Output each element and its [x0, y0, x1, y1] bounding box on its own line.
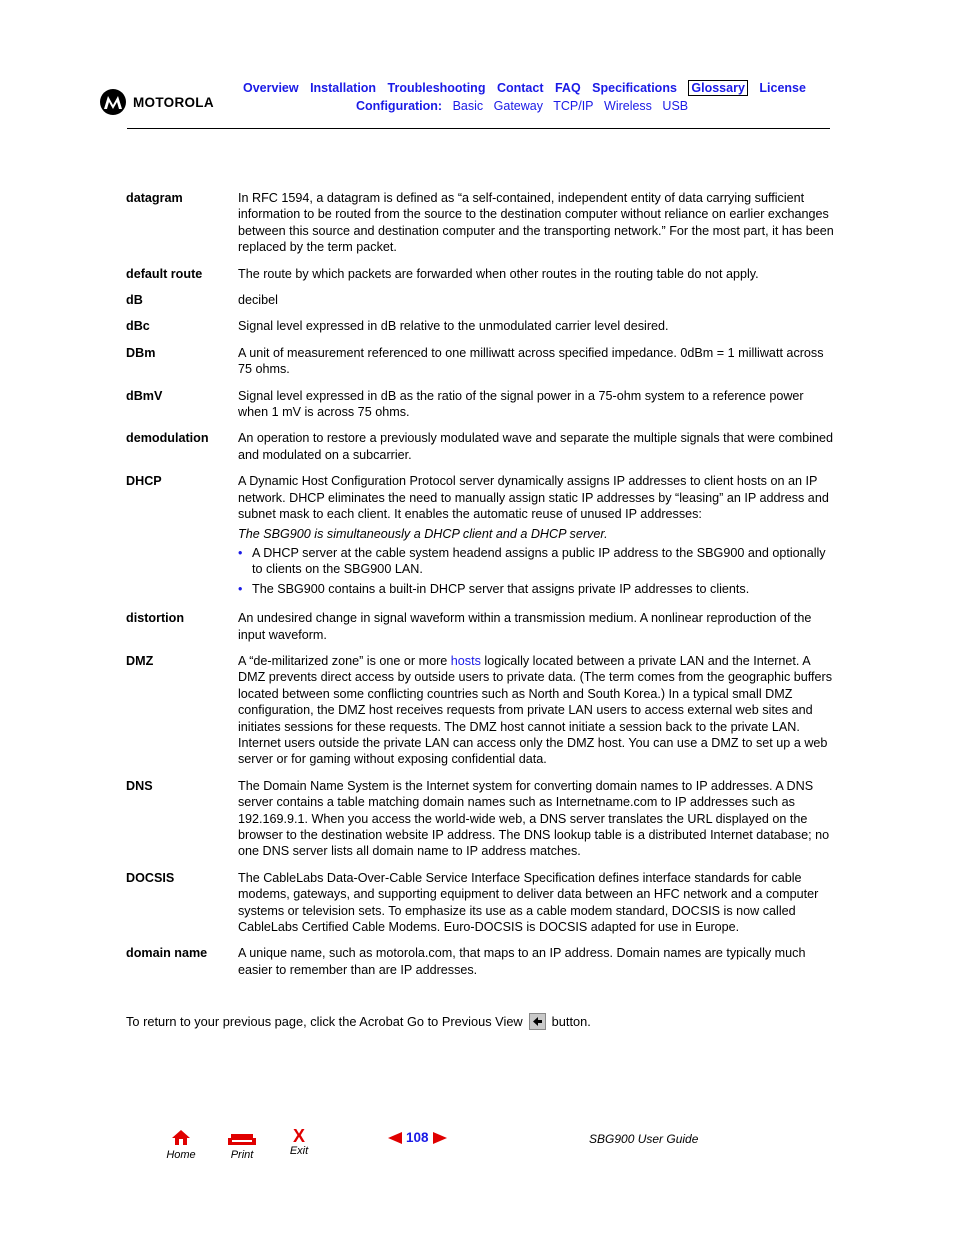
glossary-definition: Signal level expressed in dB as the ratio of the signal power in a 75-ohm system to a reference power when 1 mV is across 75 ohms. [238, 388, 804, 420]
glossary-entry [126, 778, 836, 860]
glossary-definition: A unit of measurement referenced to one milliwatt across specified impedance. 0dBm = 1 milliwatt across 75 ohms. [238, 345, 824, 377]
glossary-entry [126, 292, 836, 308]
glossary-entry [126, 945, 836, 978]
next-page-icon[interactable] [433, 1132, 447, 1144]
glossary-term: dBc [126, 319, 150, 334]
bullet-list [238, 545, 834, 597]
nav-link-tcpip[interactable]: TCP/IP [553, 99, 594, 113]
glossary-entry [126, 870, 836, 936]
printer-icon [228, 1134, 256, 1146]
nav-link-license[interactable]: License [759, 81, 806, 95]
glossary-definition: A “de-militarized zone” is one or more hosts logically located between a private LAN and the Internet. A DMZ prevents direct access by outside users to private data. (The term comes from the geographic buffers located between some conflicting countries such as North and South Korea.) In a typical small DMZ configuration, the DMZ host receives requests from private LAN users to access external web sites and initiates sessions for these requests. The DMZ host cannot initiate a session back to the private LAN. Internet users outside the private LAN can access only the DMZ host. You can use a DMZ to set up a web server or for gaming without exposing confidential data. [238, 653, 833, 767]
glossary-entry [126, 190, 836, 256]
motorola-logo [100, 88, 214, 116]
home-label: Home [166, 1149, 196, 1161]
guide-title: SBG900 User Guide [589, 1132, 699, 1146]
glossary-entry [126, 345, 836, 378]
print-button[interactable] [226, 1134, 258, 1161]
glossary-definition: A unique name, such as motorola.com, that maps to an IP address. Domain names are typically much easier to remember than are IP addresses. [238, 946, 806, 977]
glossary-term: DHCP [126, 474, 162, 489]
nav-link-glossary-selected[interactable]: Glossary [688, 80, 748, 96]
previous-view-icon[interactable] [529, 1013, 546, 1030]
home-button[interactable] [164, 1129, 198, 1161]
hosts-link[interactable]: hosts [450, 653, 481, 668]
glossary-entry [126, 430, 836, 463]
bullet-icon: • [238, 545, 243, 560]
glossary-entry [126, 653, 836, 768]
nav-row-configuration [356, 99, 695, 113]
glossary-term: domain name [126, 946, 208, 961]
footer-bar [0, 1125, 954, 1165]
nav-row-main [243, 81, 814, 95]
configuration-label[interactable]: Configuration: [356, 99, 443, 113]
glossary-term: DBm [126, 345, 156, 360]
glossary-definition: decibel [238, 293, 278, 308]
glossary-term: DOCSIS [126, 870, 175, 885]
glossary-definition: The Domain Name System is the Internet system for converting domain names to IP addresses. A DNS server contains a table matching domain names such as Internetname.com to IP addresses such as 192.169.9.1. When you access the world-wide web, a DNS server translates the URL displayed on the browser to the destination website IP address. The DNS lookup table is a distributed Internet database; no one DNS server lists all domain name to IP address matches. [238, 778, 830, 859]
exit-label: Exit [289, 1145, 309, 1157]
exit-button[interactable] [285, 1127, 313, 1157]
nav-link-contact[interactable]: Contact [496, 81, 544, 95]
brand-name: MOTOROLA [133, 94, 214, 110]
page-number: 108 [406, 1130, 429, 1145]
nav-link-basic[interactable]: Basic [452, 99, 484, 113]
home-icon [171, 1129, 191, 1146]
nav-link-faq[interactable]: FAQ [554, 81, 581, 95]
motorola-batwing-icon [100, 89, 126, 115]
glossary-definition: Signal level expressed in dB relative to the unmodulated carrier level desired. [238, 319, 669, 334]
glossary-definition-block [238, 473, 834, 600]
glossary-term: datagram [126, 191, 183, 205]
glossary-definition: A Dynamic Host Configuration Protocol server dynamically assigns IP addresses to client hosts on an IP network. DHCP eliminates the need to manually assign static IP addresses by “leasing” an IP address and subnet mask to each client. It enables the automatic reuse of unused IP addresses: [238, 474, 829, 522]
nav-link-specifications[interactable]: Specifications [592, 81, 677, 95]
bullet-icon: • [238, 581, 243, 596]
glossary-entry [126, 318, 836, 334]
glossary-definition: The CableLabs Data-Over-Cable Service Interface Specification defines interface standards for cable modems, gateways, and supporting equipment to deliver data between an HFC network and a computer systems or television sets. To emphasize its use as a cable modem standard, DOCSIS is now called CableLabs Certified Cable Modems. Euro-DOCSIS is DOCSIS adapted for use in Europe. [238, 870, 819, 935]
glossary-definition: An operation to restore a previously modulated wave and separate the multiple signals that were combined and modulated on a subcarrier. [238, 431, 834, 462]
nav-link-installation[interactable]: Installation [310, 81, 377, 95]
glossary-term: dBmV [126, 388, 163, 403]
glossary-definition: In RFC 1594, a datagram is defined as “a self-contained, independent entity of data carrying sufficient information to be routed from the source to the destination computer without reliance on earlier exchanges between this source and destination computer and the transporting network.” For the most part, it has been replaced by the term packet. [238, 191, 834, 255]
nav-link-overview[interactable]: Overview [243, 81, 299, 95]
glossary-note: The SBG900 is simultaneously a DHCP client and a DHCP server. [238, 526, 608, 541]
print-label: Print [230, 1149, 254, 1161]
return-instruction: To return to your previous page, click the Acrobat Go to Previous View button. [126, 1014, 591, 1029]
glossary-entry [126, 473, 836, 600]
glossary-term: demodulation [126, 431, 209, 446]
glossary-term: dB [126, 293, 143, 308]
glossary-entry [126, 388, 836, 421]
glossary-list [126, 190, 836, 988]
glossary-definition: An undesired change in signal waveform within a transmission medium. A nonlinear reproduction of the input waveform. [238, 611, 812, 642]
glossary-entry [126, 610, 836, 643]
glossary-definition: The route by which packets are forwarded when other routes in the routing table do not apply. [238, 266, 759, 281]
glossary-entry [126, 266, 836, 282]
glossary-term: DNS [126, 778, 153, 793]
list-item: • The SBG900 contains a built-in DHCP server that assigns private IP addresses to clients. [238, 581, 750, 596]
previous-page-icon[interactable] [388, 1132, 402, 1144]
nav-link-gateway[interactable]: Gateway [493, 99, 543, 113]
list-item: • A DHCP server at the cable system headend assigns a public IP address to the SBG900 and optionally to clients on the SBG900 LAN. [238, 545, 826, 577]
nav-link-wireless[interactable]: Wireless [604, 99, 652, 113]
glossary-term: distortion [126, 611, 185, 626]
glossary-term: default route [126, 266, 203, 281]
glossary-term: DMZ [126, 653, 154, 668]
nav-link-troubleshooting[interactable]: Troubleshooting [387, 81, 486, 95]
page-navigator [388, 1130, 447, 1145]
nav-link-usb[interactable]: USB [662, 99, 689, 113]
exit-icon: X [292, 1126, 305, 1146]
header-divider [127, 128, 830, 129]
